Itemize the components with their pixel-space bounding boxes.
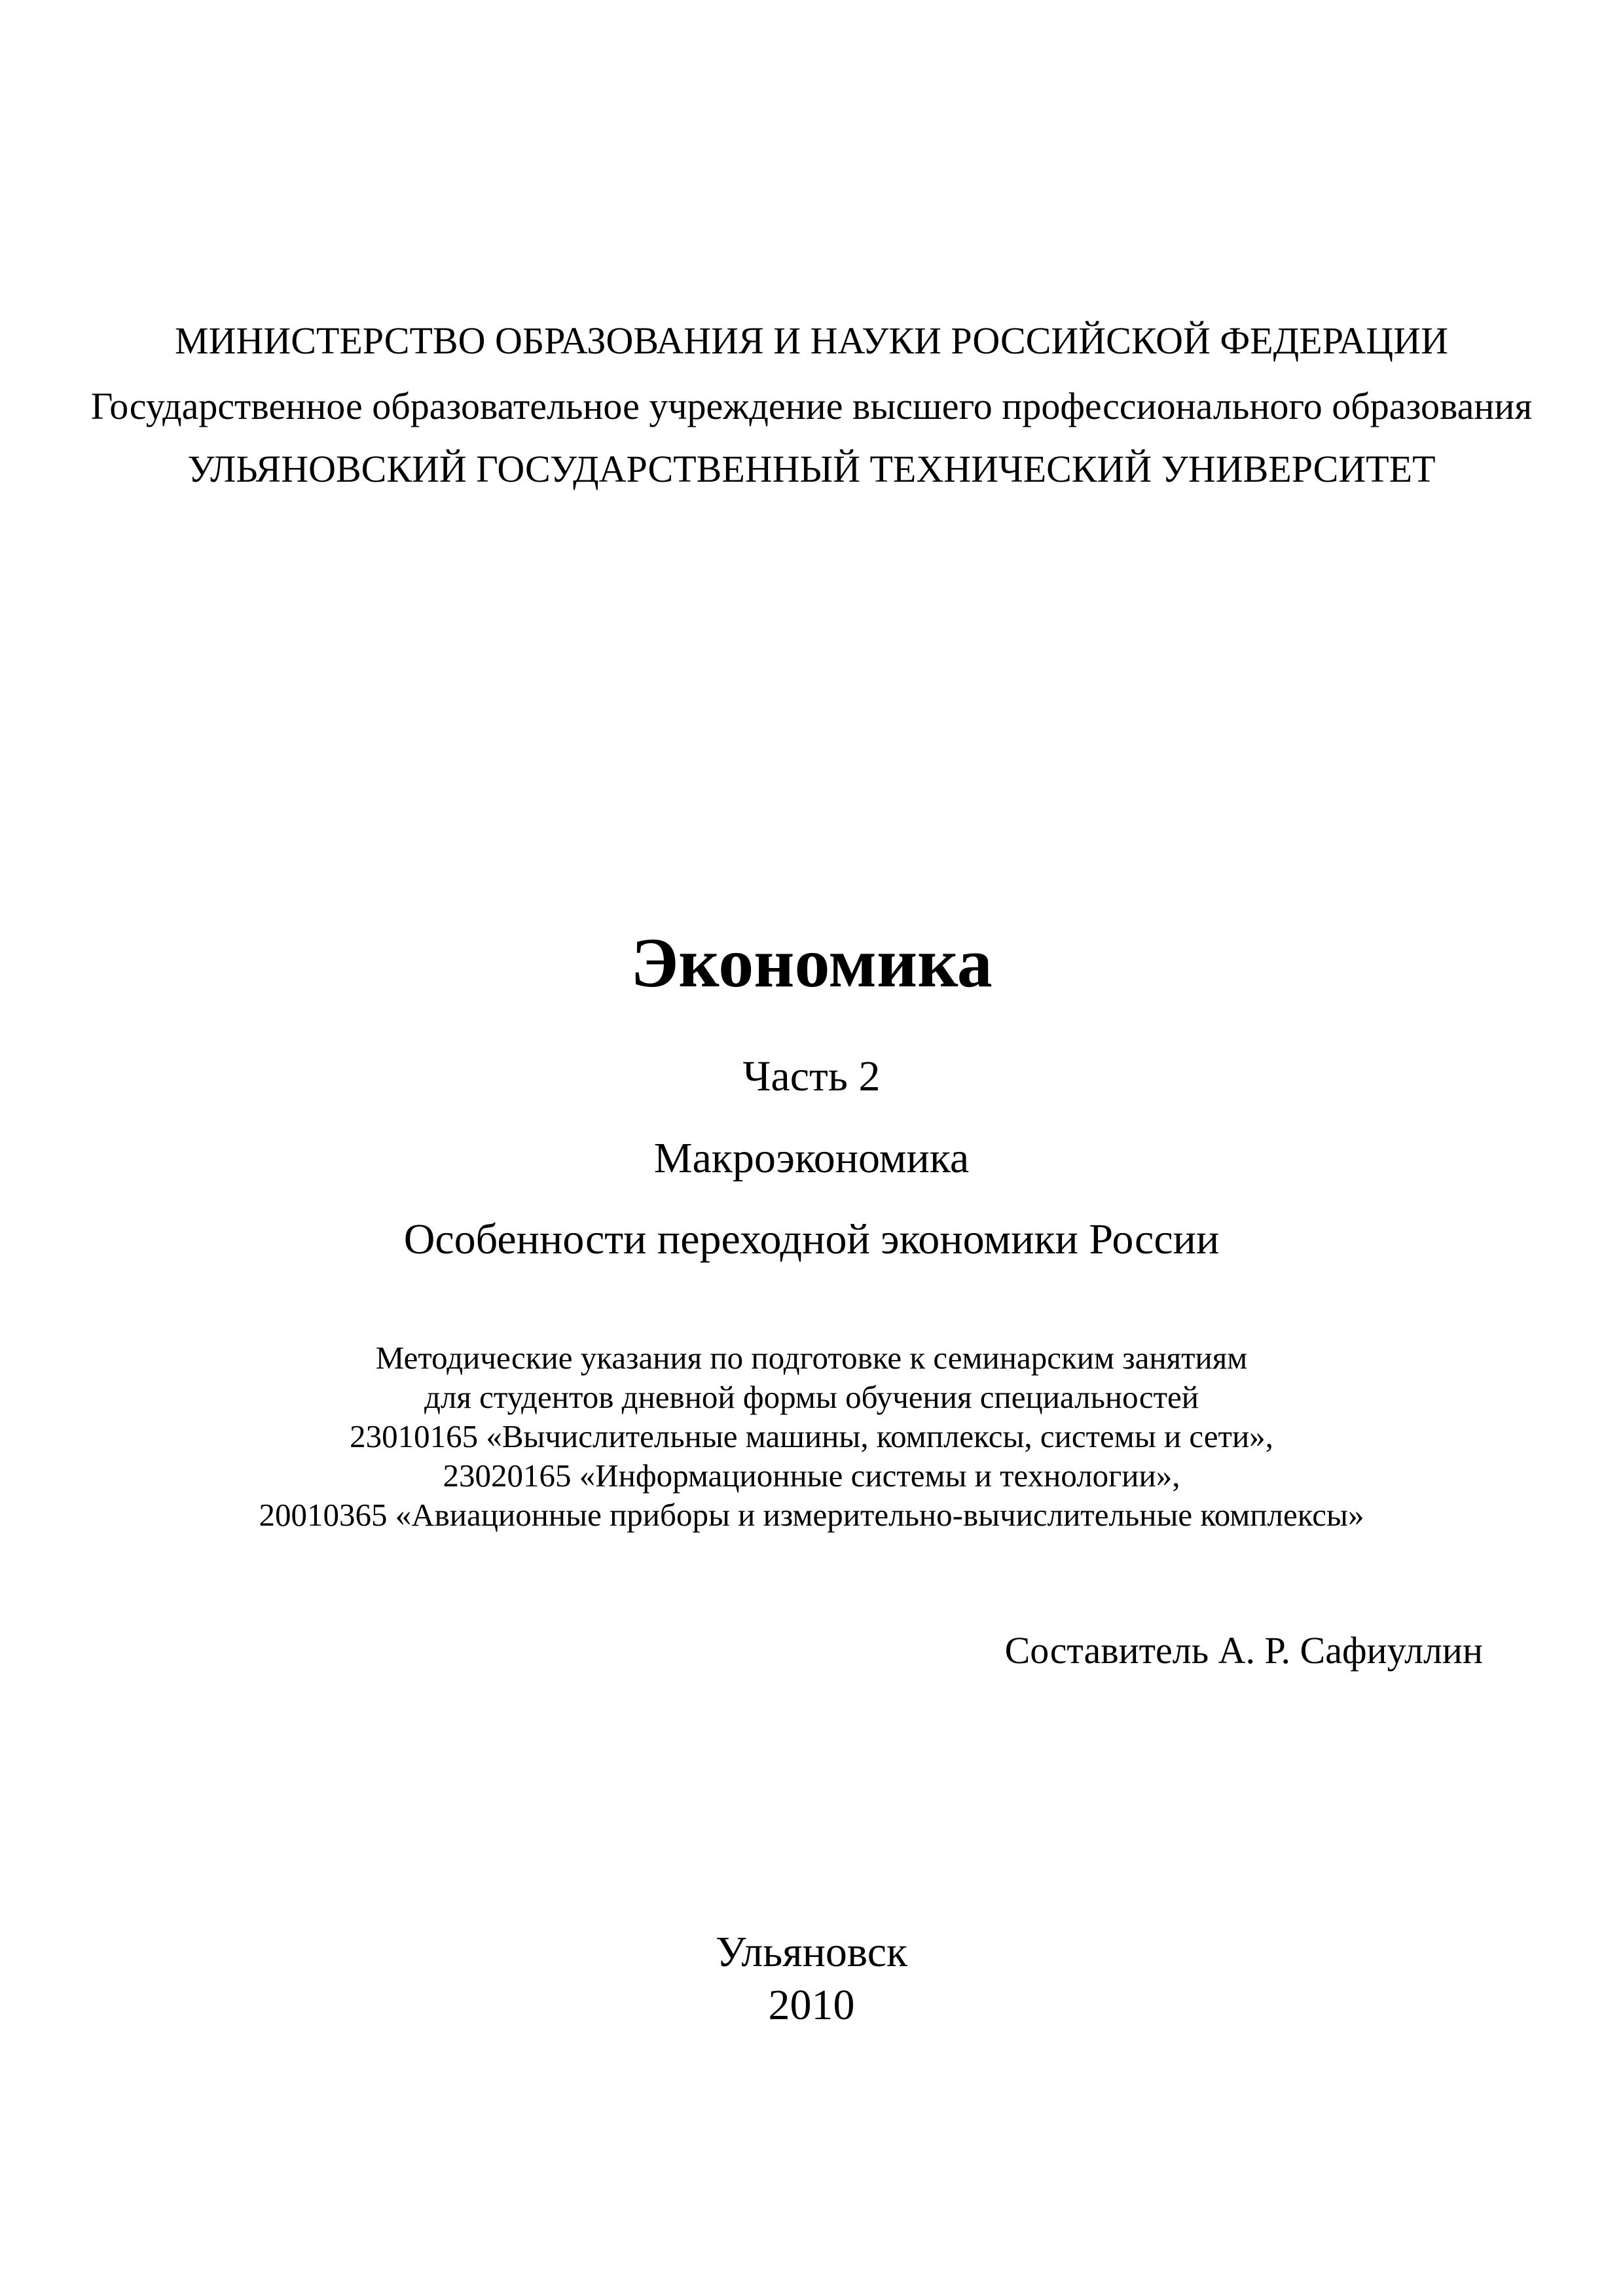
description-line: 23010165 «Вычислительные машины, комплексы, системы и сети»,: [350, 1418, 1273, 1454]
ministry-heading: МИНИСТЕРСТВО ОБРАЗОВАНИЯ И НАУКИ РОССИЙСКОЙ ФЕДЕРАЦИИ: [175, 319, 1448, 362]
institution-type: Государственное образовательное учреждение высшего профессионального образования: [90, 385, 1533, 427]
document-title: Экономика: [630, 924, 993, 1002]
publication-city: Ульяновск: [715, 1928, 908, 1976]
description-line: для студентов дневной формы обучения специальностей: [424, 1379, 1199, 1415]
description-line: 23020165 «Информационные системы и технологии»,: [443, 1458, 1180, 1494]
compiler-credit: Составитель А. Р. Сафиуллин: [1004, 1629, 1483, 1672]
part-number: Часть 2: [742, 1052, 881, 1100]
subtitle-macroeconomics: Макроэкономика: [653, 1134, 970, 1182]
publication-year: 2010: [768, 1981, 855, 2029]
university-name: УЛЬЯНОВСКИЙ ГОСУДАРСТВЕННЫЙ ТЕХНИЧЕСКИЙ УНИВЕРСИТЕТ: [187, 448, 1436, 490]
description-line: Методические указания по подготовке к семинарским занятиям: [375, 1340, 1248, 1376]
subtitle-transition-economy: Особенности переходной экономики России: [403, 1215, 1220, 1263]
description-line: 20010365 «Авиационные приборы и измерительно-вычислительные комплексы»: [259, 1497, 1364, 1533]
